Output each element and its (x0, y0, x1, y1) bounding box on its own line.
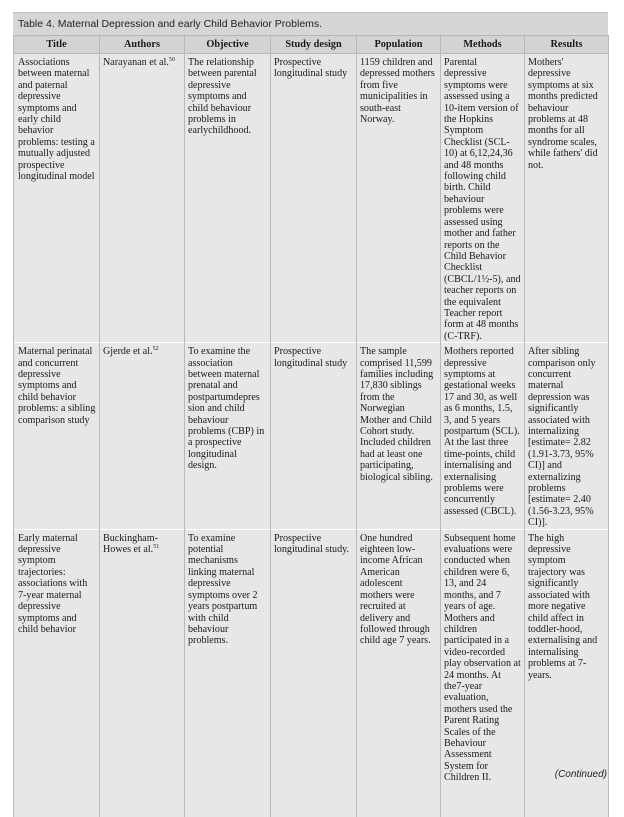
table-row (14, 54, 609, 343)
cell-title: Maternal perinatal and concurrent depressive symptoms and child behavior problems: a sibling comparison study (14, 343, 100, 530)
table-row (14, 343, 609, 530)
cell-population: One hundred eighteen low-income African American adolescent mothers were recruited at delivery and followed through child age 7 years. (357, 529, 441, 817)
cell-methods: Subsequent home evaluations were conducted when children were 6, 13, and 24 months, and 7 years of age. Mothers and children participated in a video-recorded play observation at 24 months. At the7-year evaluation, mothers used the Parent Rating Scales of the Behaviour Assessment System for Children II. (441, 529, 525, 817)
cell-results: After sibling comparison only concurrent maternal depression was significantly associated with internalizing [estimate= 2.82 (1.91-3.73, 95% CI)] and externalizing problems [estimate= 2.40 (1.56-3.23, 95% CI)]. (525, 343, 609, 530)
cell-authors (100, 529, 185, 817)
cell-study-design: Prospective longitudinal study (271, 343, 357, 530)
reference-number: 51 (153, 544, 160, 551)
header-authors: Authors (100, 36, 185, 54)
table-caption: Table 4. Maternal Depression and early Child Behavior Problems. (13, 12, 608, 35)
table-row (14, 529, 609, 817)
header-methods: Methods (441, 36, 525, 54)
table-container (13, 12, 608, 817)
cell-authors (100, 54, 185, 343)
cell-title: Early maternal depressive symptom trajectories: associations with 7-year maternal depressive symptoms and child behavior (14, 529, 100, 817)
author-name: Narayanan et al. (103, 57, 169, 68)
header-row (14, 36, 609, 54)
continued-note: (Continued) (554, 769, 607, 780)
cell-population: 1159 children and depressed mothers from five municipalities in south-east Norway. (357, 54, 441, 343)
cell-results: Mothers' depressive symptoms at six months predicted behaviour problems at 48 months for all syndrome scales, while fathers' did not. (525, 54, 609, 343)
cell-study-design: Prospective longitudinal study. (271, 529, 357, 817)
cell-population: The sample comprised 11,599 families including 17,830 siblings from the Norwegian Mother and Child Cohort study. Included children had at least one participating, biological sibling. (357, 343, 441, 530)
cell-authors (100, 343, 185, 530)
cell-objective: To examine the association between maternal prenatal and postpartumdepres sion and child behaviour problems (CBP) in a prospective longitudinal design. (185, 343, 271, 530)
cell-title: Associations between maternal and paternal depressive symptoms and early child behavior problems: testing a mutually adjusted prospective longitudinal model (14, 54, 100, 343)
cell-methods: Parental depressive symptoms were assessed using a 10-item version of the Hopkins Symptom Checklist (SCL-10) at 6,12,24,36 and 48 months following child birth. Child behaviour problems were assessed using mother and father reports on the Child Behavior Checklist (CBCL/1½-5), and teacher reports on the equivalent Teacher report form at 48 months (C-TRF). (441, 54, 525, 343)
header-objective: Objective (185, 36, 271, 54)
cell-methods: Mothers reported depressive symptoms at gestational weeks 17 and 30, as well as 6 months, 1.5, 3, and 5 years postpartum (SCL). At the last three time-points, child internalising and externalising problems were concurrently assessed (CBCL). (441, 343, 525, 530)
cell-objective: The relationship between parental depressive symptoms and child behaviour problems in earlychildhood. (185, 54, 271, 343)
header-study-design: Study design (271, 36, 357, 54)
cell-study-design: Prospective longitudinal study (271, 54, 357, 343)
reference-number: 50 (168, 57, 175, 63)
author-name: Buckingham-Howes et al. (103, 532, 158, 556)
header-population: Population (357, 36, 441, 54)
cell-results: The high depressive symptom trajectory was significantly associated with more negative child affect in toddler-hood, externalising and internalising problems at 7-years. (525, 529, 609, 817)
reference-number: 52 (152, 346, 159, 353)
data-table (13, 35, 609, 817)
cell-objective: To examine potential mechanisms linking maternal depressive symptoms over 2 years postpartum with child behaviour problems. (185, 529, 271, 817)
header-title: Title (14, 36, 100, 54)
author-name: Gjerde et al. (103, 346, 153, 358)
header-results: Results (525, 36, 609, 54)
